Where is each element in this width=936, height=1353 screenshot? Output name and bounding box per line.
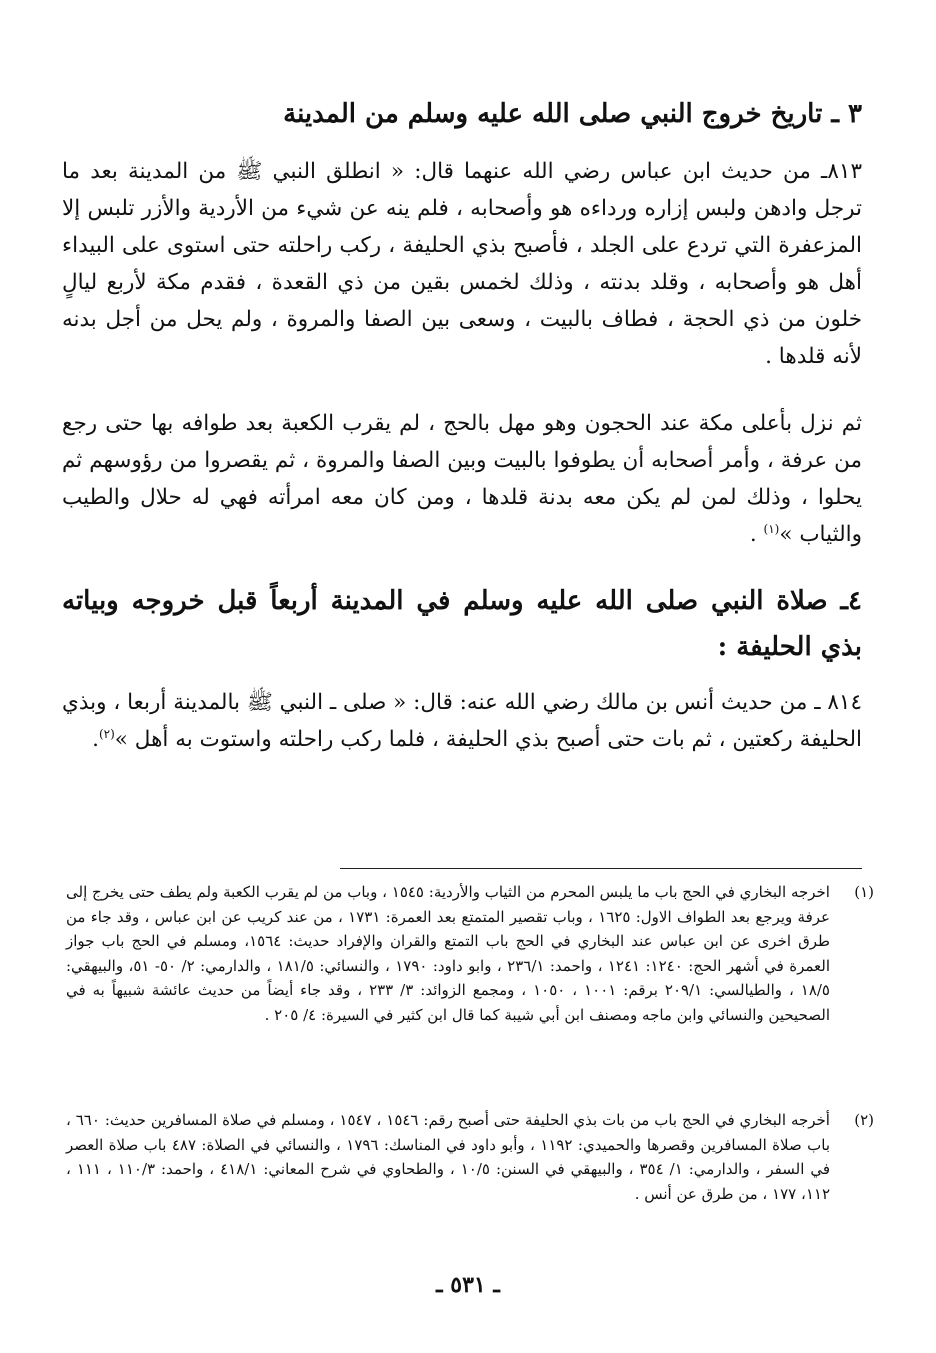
section-3-heading: ٣ ـ تاريخ خروج النبي صلى الله عليه وسلم من المدينة	[283, 99, 862, 129]
footnote-1-text: اخرجه البخاري في الحج باب ما يلبس المحرم من الثياب والأردية: ١٥٤٥ ، وباب من لم يقرب الكعبة ولم يطف حتى يخرج إلى عرفة ويرجع بعد الطواف الاول: ١٦٢٥ ، وباب تقصير المتمتع بعد العمرة: ١٧٣١ ، من عند كريب عن ابن عباس ، وقد جاء من طرق اخرى عن ابن عباس عند البخاري في الحج باب التمتع والقران والإفراد حديث: ١٥٦٤، ومسلم في الحج باب جواز العمرة في أشهر الحج: ١٢٤٠: ١٢٤١ ، واحمد: ٢٣٦/١ ، وابو داود: ١٧٩٠ ، والنسائي: ١٨١/٥ ، والدارمي: ٢/ ٥٠- ٥١، والبيهقي: ١٨/٥ ، والطيالسي: ٢٠٩/١ برقم: ١٠٠١ ، ١٠٥٠ ، ومجمع الزوائد: ٣/ ٢٣٣ ، وقد جاء أيضاً من حديث عائشة شبيهاً به في الصحيحين والنسائي وابن ماجه ومصنف ابن أبي شيبة كما قال ابن كثير في السيرة: ٤/ ٢٠٥ .	[66, 883, 831, 1024]
footnote-ref-1: (١)	[763, 521, 780, 536]
footnote-1	[66, 880, 874, 1027]
footnote-2	[66, 1108, 874, 1206]
footnote-divider	[340, 868, 862, 869]
footnote-2-mark: (٢)	[854, 1111, 874, 1129]
page-number: ـ ٥٣١ ـ	[436, 1272, 500, 1298]
section-4-heading: ٤ـ صلاة النبي صلى الله عليه وسلم في المدينة أربعاً قبل خروجه وبياته بذي الحليفة :	[62, 586, 862, 662]
hadith-813-paragraph-1: ٨١٣ـ من حديث ابن عباس رضي الله عنهما قال: « انطلق النبي ﷺ من المدينة بعد ما ترجل وادهن ولبس إزاره ورداءه هو وأصحابه ، فلم ينه عن شيء من الأردية والأزر تلبس إلا المزعفرة التي تردع على الجلد ، فأصبح بذي الحليفة ، ركب راحلته حتى استوى على البيداء أهل هو وأصحابه ، وقلد بدنته ، وذلك لخمس بقين من ذي القعدة ، فقدم مكة لأربع ليالٍ خلون من ذي الحجة ، فطاف بالبيت ، وسعى بين الصفا والمروة ، ولم يحل من أجل بدنه لأنه قلدها .	[62, 159, 862, 369]
hadith-814-end-mark: .	[92, 727, 99, 752]
footnote-2-text: أخرجه البخاري في الحج باب من بات بذي الحليفة حتى أصبح رقم: ١٥٤٦ ، ١٥٤٧ ، ومسلم في صلاة المسافرين حديث: ٦٦٠ ، باب صلاة المسافرين وقصرها والحميدي: ١١٩٢ ، وأبو داود في المناسك: ١٧٩٦ ، والنسائي في الصلاة: ٤٨٧ باب صلاة العصر في السفر ، والدارمي: ١/ ٣٥٤ ، والبيهقي في السنن: ١٠/٥ ، والطحاوي في شرح المعاني: ٤١٨/١ ، واحمد: ١١٠/٣ ، ١١١ ، ١١٢، ١٧٧ ، من طرق عن أنس .	[66, 1111, 831, 1203]
hadith-813-paragraph-2	[62, 405, 862, 553]
hadith-813-end-mark: .	[749, 522, 764, 547]
hadith-813-paragraph-2-text: ثم نزل بأعلى مكة عند الحجون وهو مهل بالحج ، لم يقرب الكعبة بعد طوافه بها حتى رجع من عرفة ، وأمر أصحابه أن يطوفوا بالبيت وبين الصفا والمروة ، ثم يقصروا من رؤوسهم ثم يحلوا ، وذلك لمن لم يكن معه بدنة قلدها ، ومن كان معه امرأته فهي له حلال والطيب والثياب »	[62, 411, 862, 547]
footnote-1-mark: (١)	[854, 883, 874, 901]
footnote-ref-2: (٢)	[98, 726, 115, 741]
hadith-814-paragraph	[62, 684, 862, 758]
hadith-814-text: ٨١٤ ـ من حديث أنس بن مالك رضي الله عنه: قال: « صلى ـ النبي ﷺ بالمدينة أربعا ، وبذي الحليفة ركعتين ، ثم بات حتى أصبح بذي الحليفة ، فلما ركب راحلته واستوت به أهل »	[62, 690, 862, 752]
